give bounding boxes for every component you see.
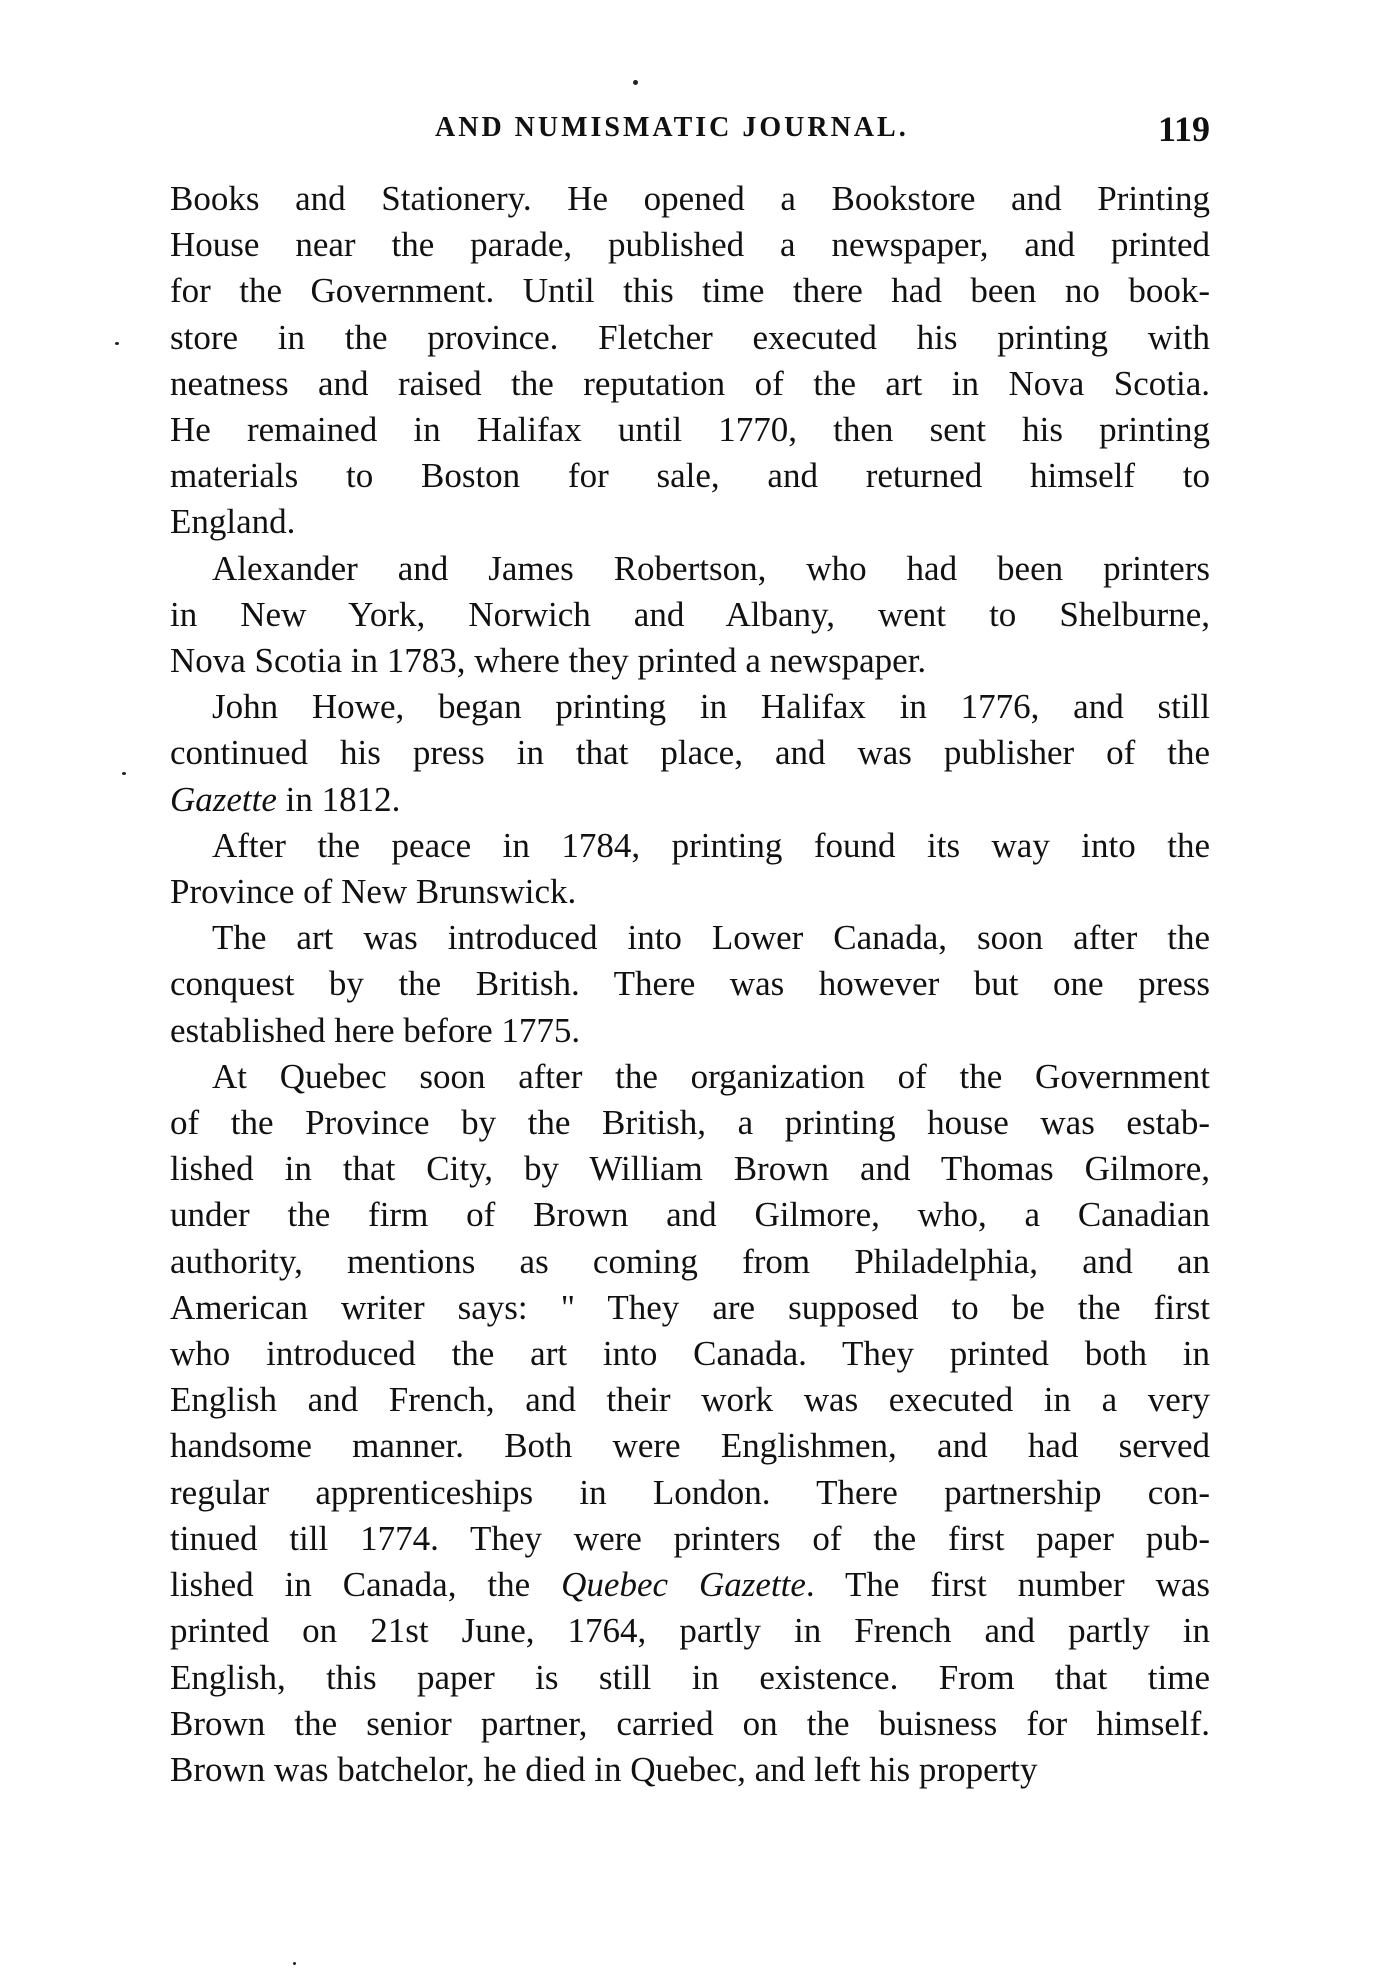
text-line-mixed: [170, 777, 1210, 823]
text-line: John Howe, began printing in Halifax in 1776, and still: [212, 687, 1210, 727]
text-line: Brown the senior partner, carried on the buisness for himself.: [170, 1703, 1210, 1743]
text-line: in New York, Norwich and Albany, went to Shelburne,: [170, 594, 1210, 634]
text-line: House near the parade, published a newspaper, and printed: [170, 225, 1210, 265]
text-line-mixed: [170, 1562, 1210, 1608]
text-line: Books and Stationery. He opened a Bookstore and Printing: [170, 179, 1210, 218]
text-line: England.: [170, 502, 296, 542]
text-line: regular apprenticeships in London. There partnership con-: [170, 1472, 1210, 1512]
print-speck: [115, 342, 119, 345]
text-line: who introduced the art into Canada. They printed both in: [170, 1334, 1210, 1374]
text-line: printed on 21st June, 1764, partly in French and partly in: [170, 1611, 1210, 1651]
print-speck: [633, 80, 638, 85]
running-title: AND NUMISMATIC JOURNAL.: [435, 112, 909, 143]
text-line: Province of New Brunswick.: [170, 872, 577, 912]
text-line: continued his press in that place, and was publisher of the: [170, 733, 1210, 773]
text-line: store in the province. Fletcher executed his printing with: [170, 317, 1210, 357]
text-line: Brown was batchelor, he died in Quebec, and left his property: [170, 1749, 1038, 1789]
text-line: English and French, and their work was executed in a very: [170, 1380, 1210, 1420]
text-line: for the Government. Until this time there had been no book-: [170, 271, 1210, 311]
print-speck: [122, 772, 126, 775]
text-line: neatness and raised the reputation of the art in Nova Scotia.: [170, 363, 1210, 403]
text-line: under the firm of Brown and Gilmore, who, a Canadian: [170, 1195, 1210, 1235]
text-fragment: . The first number was: [805, 1565, 1211, 1605]
print-speck: [293, 1962, 296, 1965]
text-line: At Quebec soon after the organization of the Government: [212, 1056, 1210, 1096]
italic-title-gazette: Gazette: [170, 779, 277, 819]
text-line: After the peace in 1784, printing found its way into the: [212, 825, 1210, 865]
text-line: lished in that City, by William Brown and Thomas Gilmore,: [170, 1149, 1210, 1189]
text-line: Alexander and James Robertson, who had been printers: [212, 548, 1210, 588]
text-line: established here before 1775.: [170, 1010, 581, 1050]
text-line: He remained in Halifax until 1770, then sent his printing: [170, 410, 1210, 450]
text-line: conquest by the British. There was however but one press: [170, 964, 1210, 1004]
text-line: authority, mentions as coming from Philadelphia, and an: [170, 1241, 1210, 1281]
body-text: [170, 176, 1210, 1793]
text-line: materials to Boston for sale, and returned himself to: [170, 456, 1210, 496]
page-number: 119: [1157, 109, 1210, 149]
text-line: English, this paper is still in existence. From that time: [170, 1657, 1210, 1697]
text-line: tinued till 1774. They were printers of the first paper pub-: [170, 1518, 1210, 1558]
text-line: American writer says: " They are supposed to be the first: [170, 1287, 1210, 1327]
text-line: Nova Scotia in 1783, where they printed a newspaper.: [170, 641, 927, 681]
italic-title-quebec-gazette: Quebec Gazette: [561, 1565, 806, 1605]
text-fragment: lished in Canada, the: [170, 1565, 562, 1605]
text-line: handsome manner. Both were Englishmen, and had served: [170, 1426, 1210, 1466]
text-line: of the Province by the British, a printing house was estab-: [170, 1103, 1210, 1143]
running-head: [170, 109, 1210, 162]
text-line: The art was introduced into Lower Canada, soon after the: [212, 918, 1210, 958]
text-fragment: in 1812.: [276, 779, 401, 819]
